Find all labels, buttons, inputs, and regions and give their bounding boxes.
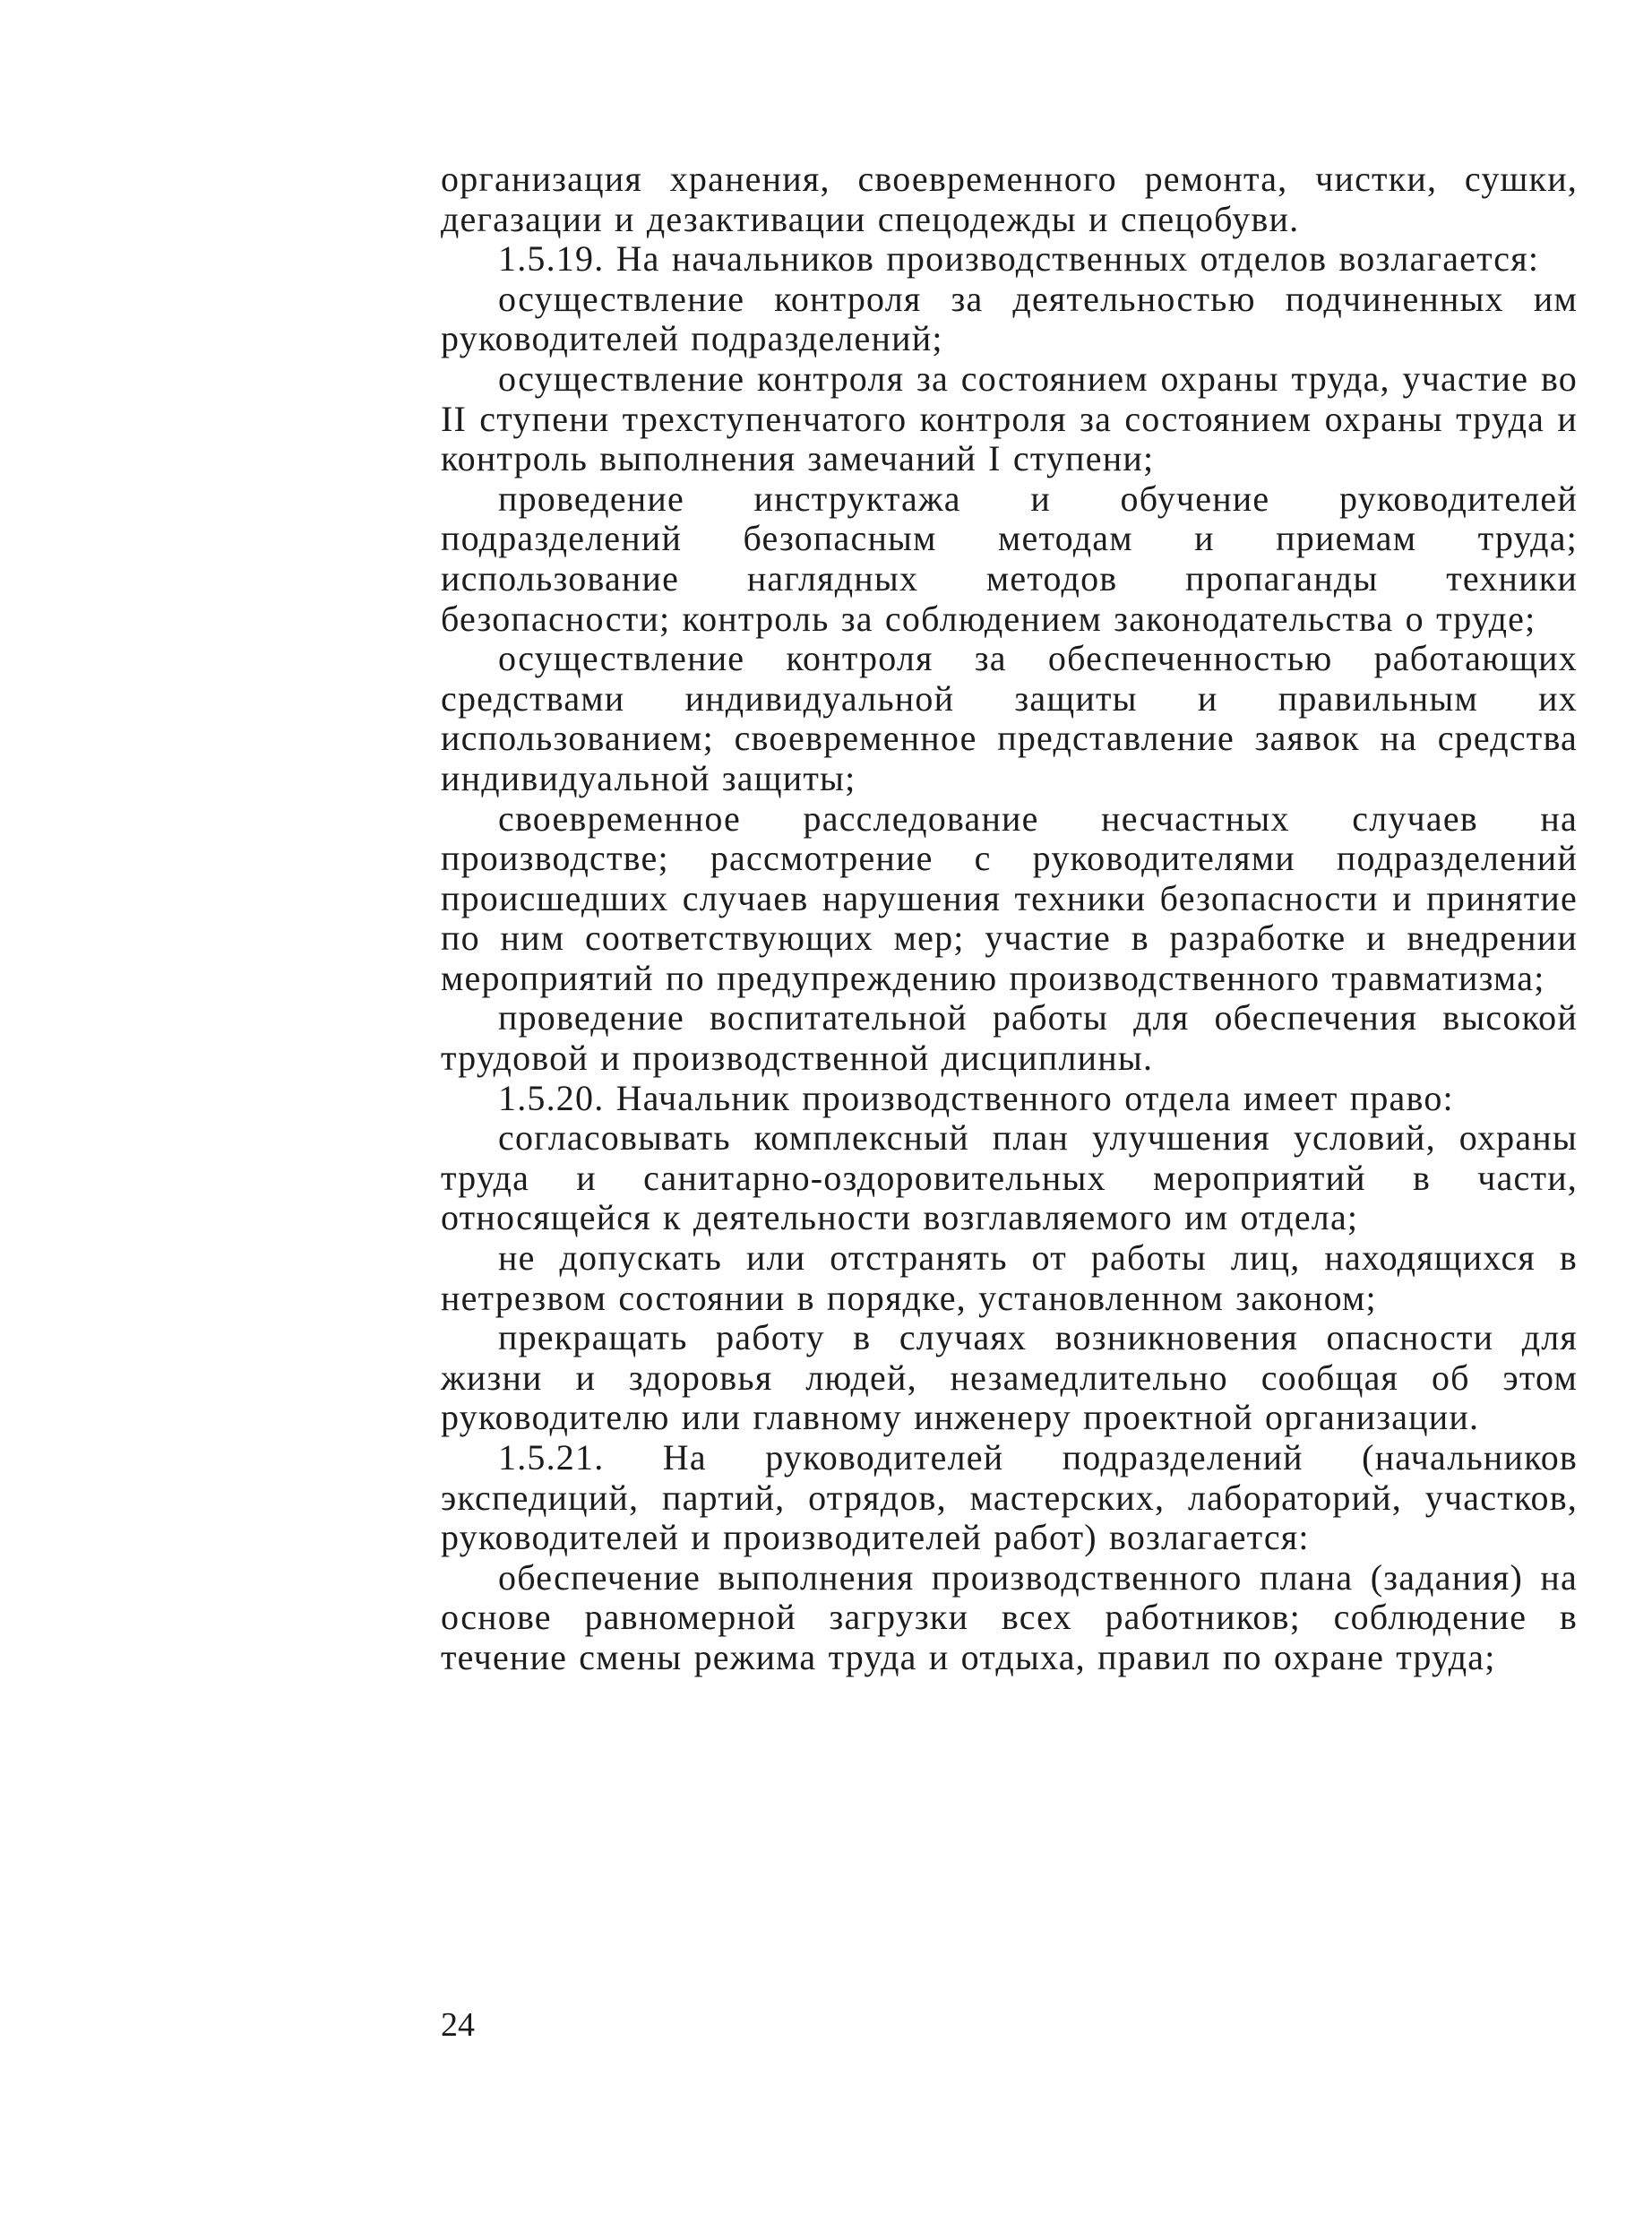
paragraph-section-1-5-19: 1.5.19. На начальников производственных отделов возлагается: [498, 238, 1540, 280]
paragraph-list-item: проведение инструктажа и обучение руководителей подразделений безопасным методам и приемам труда; использование наглядных методов пропаганды техники безопасности; контроль за соблюдением законодательства о труде; [441, 478, 1578, 639]
paragraph-continuation: организация хранения, своевременного ремонта, чистки, сушки, дегазации и дезактивации спецодежды и спецобуви. [441, 159, 1578, 239]
paragraph-list-item: не допускать или отстранять от работы лиц, находящихся в нетрезвом состоянии в порядке, установленном законом; [441, 1237, 1578, 1318]
paragraph-list-item: осуществление контроля за деятельностью подчиненных им руководителей подразделений; [441, 278, 1578, 359]
paragraph-list-item: осуществление контроля за обеспеченностью работающих средствами индивидуальной защиты и правильным их использованием; своевременное представление заявок на средства индивидуальной защиты; [441, 638, 1578, 798]
paragraph-section-1-5-21: 1.5.21. На руководителей подразделений (начальников экспедиций, партий, отрядов, мастерских, лабораторий, участков, руководителей и производителей работ) возлагается: [441, 1437, 1578, 1558]
body-text [441, 159, 1578, 1678]
paragraph-list-item: прекращать работу в случаях возникновения опасности для жизни и здоровья людей, незамедлительно сообщая об этом руководителю или главному инженеру проектной организации. [441, 1317, 1578, 1438]
paragraph-list-item: проведение воспитательной работы для обеспечения высокой трудовой и производственной дисциплины. [441, 997, 1578, 1079]
page-number: 24 [441, 2006, 475, 2044]
paragraph-list-item: осуществление контроля за состоянием охраны труда, участие во II ступени трехступенчатого контроля за состоянием охраны труда и контроль выполнения замечаний I ступени; [441, 358, 1578, 479]
paragraph-list-item: обеспечение выполнения производственного плана (задания) на основе равномерной загрузки всех работников; соблюдение в течение смены режима труда и отдыха, правил по охране труда; [441, 1556, 1578, 1677]
paragraph-section-1-5-20: 1.5.20. Начальник производственного отдела имеет право: [498, 1077, 1454, 1118]
paragraph-list-item: своевременное расследование несчастных случаев на производстве; рассмотрение с руководителями подразделений происшедших случаев нарушения техники безопасности и принятие по ним соответствующих мер; участие в разработке и внедрении мероприятий по предупреждению производственного травматизма; [441, 797, 1578, 998]
paragraph-list-item: согласовывать комплексный план улучшения условий, охраны труда и санитарно-оздоровительных мероприятий в части, относящейся к деятельности возглавляемого им отдела; [441, 1117, 1578, 1238]
